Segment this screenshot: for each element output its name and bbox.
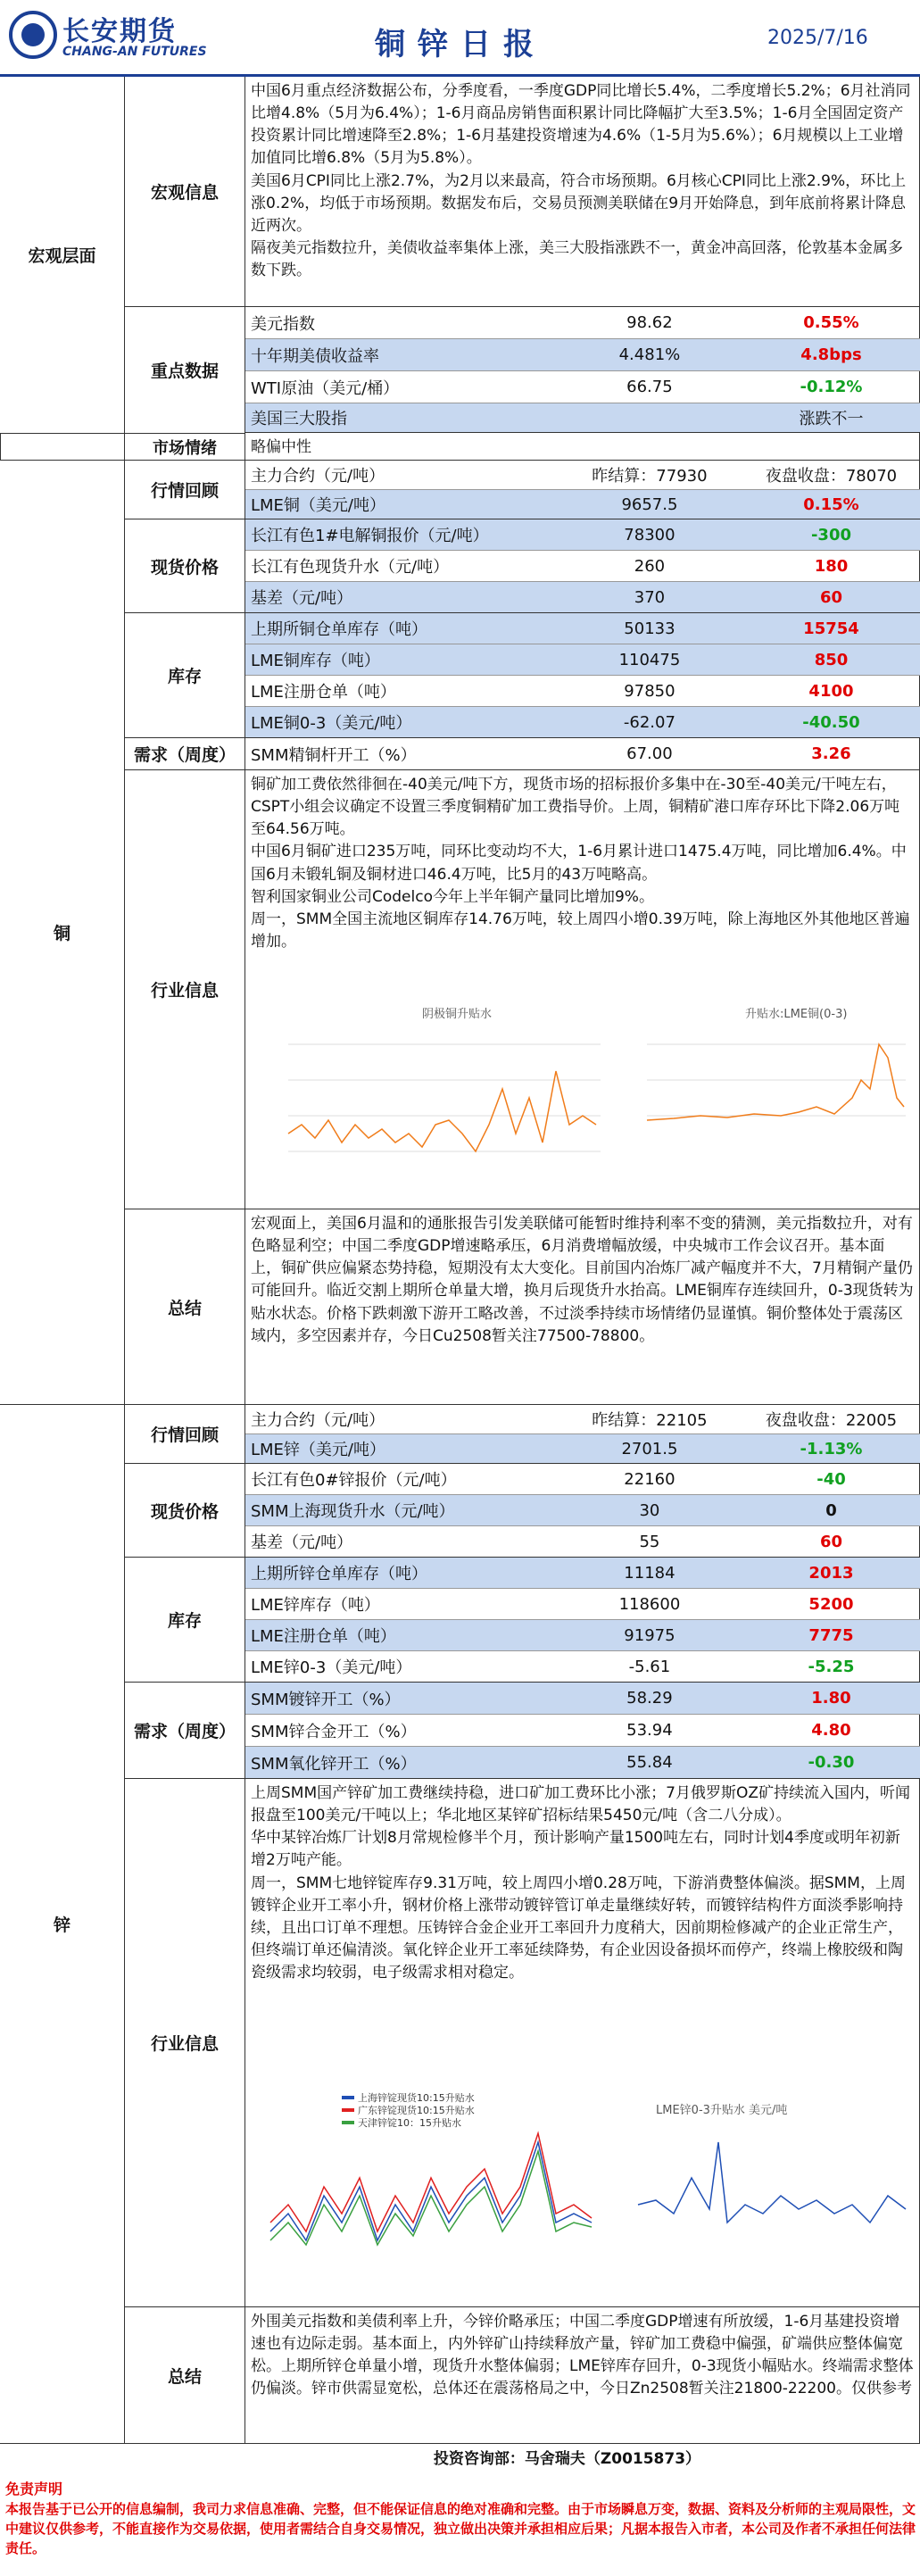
row-name: LME铜0-3（美元/吨） bbox=[251, 714, 412, 733]
row-change: 0.15% bbox=[803, 494, 859, 514]
logo-en: CHANG-AN FUTURES bbox=[62, 45, 207, 59]
row-name: SMM氧化锌开工（%） bbox=[251, 1754, 417, 1774]
row-value: 78300 bbox=[624, 525, 675, 544]
cu-demand-label: 需求（周度） bbox=[125, 738, 245, 770]
disclaimer-title: 免责声明 bbox=[5, 2480, 63, 2497]
cu-review-label: 行情回顾 bbox=[125, 461, 245, 519]
row-name: SMM锌合金开工（%） bbox=[251, 1722, 417, 1741]
company-logo-icon bbox=[9, 11, 57, 59]
macro-key-label: 重点数据 bbox=[125, 307, 245, 434]
row-value: 50133 bbox=[624, 619, 675, 638]
report-title: 铜锌日报 bbox=[375, 27, 546, 62]
zn-industry-label: 行业信息 bbox=[125, 1779, 245, 2307]
key-name: 美国三大股指 bbox=[251, 410, 347, 428]
row-name: LME注册仓单（吨） bbox=[251, 683, 396, 702]
row-value: 110475 bbox=[618, 650, 681, 669]
row-name: 基差（元/吨） bbox=[251, 1533, 353, 1552]
row-change: 1.80 bbox=[811, 1689, 851, 1708]
zn-stock-row bbox=[245, 1558, 920, 1589]
zn-spot-row bbox=[245, 1495, 920, 1526]
zn-review-label: 行情回顾 bbox=[125, 1405, 245, 1464]
zn-review-row bbox=[245, 1434, 920, 1464]
zn-stock-label: 库存 bbox=[125, 1558, 245, 1683]
key-row bbox=[245, 339, 920, 371]
row-change: 15754 bbox=[803, 619, 859, 638]
mood-label: 市场情绪 bbox=[125, 434, 245, 461]
cu-chart-2 bbox=[620, 991, 915, 1205]
cu-industry-p1: 铜矿加工费依然徘徊在-40美元/吨下方，现货市场的招标报价多集中在-30至-40美元/干吨左右，CSPT小组会议确定不设置三季度铜精矿加工费指导价。上周，铜精矿港口库存环比下降2.06万吨至64.56万吨。 bbox=[251, 776, 900, 839]
section-copper: 铜 bbox=[0, 461, 125, 1405]
row-value: 11184 bbox=[624, 1563, 675, 1583]
zn-spot-row bbox=[245, 1464, 920, 1495]
row-name: LME铜库存（吨） bbox=[251, 652, 380, 670]
legend-swatch bbox=[342, 2121, 354, 2124]
row-change: -0.30 bbox=[808, 1753, 855, 1772]
chart-title: LME锌0-3升贴水 美元/吨 bbox=[656, 2104, 788, 2117]
row-value: 昨结算：77930 bbox=[592, 467, 708, 486]
zn-industry-p2: 华中某锌冶炼厂计划8月常规检修半个月，预计影响产量1500吨左右，同时计划4季度或明年初新增2万吨产能。 bbox=[251, 1829, 900, 1870]
row-value: 昨结算：22105 bbox=[592, 1411, 708, 1430]
row-value: 58.29 bbox=[626, 1689, 673, 1708]
row-change: 夜盘收盘：78070 bbox=[765, 467, 898, 486]
zn-demand-row bbox=[245, 1715, 920, 1747]
row-change: 2013 bbox=[808, 1563, 854, 1583]
zn-chart-1-svg bbox=[253, 2089, 609, 2303]
row-value: 55 bbox=[639, 1532, 660, 1551]
cu-summary-label: 总结 bbox=[125, 1209, 245, 1405]
row-name: 主力合约（元/吨） bbox=[251, 467, 385, 486]
row-change: -300 bbox=[810, 525, 851, 544]
macro-info-p3: 隔夜美元指数拉升，美债收益率集体上涨，美三大股指涨跌不一，黄金冲高回落，伦敦基本金属多数下跌。 bbox=[251, 239, 903, 280]
zn-stock-row bbox=[245, 1589, 920, 1620]
row-name: 基差（元/吨） bbox=[251, 589, 353, 608]
mood-text: 略偏中性 bbox=[245, 434, 920, 461]
row-change: 4100 bbox=[808, 681, 854, 701]
row-name: 长江有色0#锌报价（元/吨） bbox=[251, 1471, 457, 1490]
zn-summary-text: 外围美元指数和美债利率上升，今锌价略承压；中国二季度GDP增速有所放缓，1-6月基建投资增速也有边际走弱。基本面上，内外锌矿山持续释放产量，锌矿加工费稳中偏强，矿端供应整体偏宽松。上期所锌仓单量小增，现货升水整体偏弱；LME锌库存回升，0-3现货小幅贴水。终端需求整体仍偏淡。锌市供需显宽松，总体还在震荡格局之中，今日Zn2508暂关注21800-22200。仅供参考 bbox=[245, 2307, 920, 2444]
zn-industry-p3: 周一，SMM七地锌锭库存9.31万吨，较上周四小增0.28万吨，下游消费整体偏淡。据SMM，上周镀锌企业开工率小升，钢材价格上涨带动镀锌管订单走量继续好转，而镀锌结构件方面淡季影响持续，且出口订单不理想。压铸锌合金企业开工率回升力度稍大，因前期检修减产的企业正常生产，但终端订单还偏清淡。氧化锌企业开工率延续降势，有企业因设备损坏而停产，终端上橡胶级和陶瓷级需求均较弱，电子级需求相对稳定。 bbox=[251, 1874, 906, 1982]
macro-info-p2: 美国6月CPI同比上涨2.7%，为2月以来最高，符合市场预期。6月核心CPI同比上涨2.9%，环比上涨0.2%，均低于市场预期。数据发布后，交易员预测美联储在9月开始降息，到年底前将累计降息近两次。 bbox=[251, 171, 907, 235]
legend-label: 上海锌锭现货10:15升贴水 bbox=[358, 2092, 475, 2104]
row-name: LME锌0-3（美元/吨） bbox=[251, 1658, 412, 1677]
row-name: SMM上海现货升水（元/吨） bbox=[251, 1502, 455, 1521]
zn-spot-label: 现货价格 bbox=[125, 1464, 245, 1558]
row-change: 3.26 bbox=[811, 744, 851, 763]
key-name: WTI原油（美元/桶） bbox=[251, 378, 400, 398]
row-value: 55.84 bbox=[626, 1753, 673, 1772]
cu-summary-text: 宏观面上，美国6月温和的通胀报告引发美联储可能暂时维持利率不变的猜测，美元指数拉升，对有色略显利空；中国二季度GDP增速略承压，6月消费增幅放缓，中央城市工作会议召开。基本面上，铜矿供应偏紧态势持稳，短期没有太大变化。目前国内冶炼厂减产幅度并不大，7月精铜产量仍可能回升。临近交割上期所仓单量大增，换月后现货升水抬高。LME铜库存连续回升，0-3现货转为贴水状态。价格下跌刺激下游开工略改善，不过淡季持续市场情绪仍显谨慎。铜价整体处于震荡区域内，多空因素并存，今日Cu2508暂关注77500-78800。 bbox=[245, 1209, 920, 1405]
row-change: 5200 bbox=[808, 1594, 854, 1614]
cu-stock-row bbox=[245, 707, 920, 738]
cu-review-row bbox=[245, 461, 920, 490]
zn-chart-2-svg bbox=[620, 2089, 915, 2303]
cu-chart-1-line bbox=[288, 1071, 596, 1151]
contact-info: 投资咨询部：马舍瑞夫（Z0015873） bbox=[433, 2450, 701, 2468]
row-name: LME锌（美元/吨） bbox=[251, 1441, 385, 1459]
cu-spot-label: 现货价格 bbox=[125, 519, 245, 613]
zn-stock-row bbox=[245, 1620, 920, 1651]
row-value: 91975 bbox=[624, 1625, 675, 1645]
row-value: 260 bbox=[634, 556, 666, 576]
macro-info-text bbox=[245, 77, 920, 307]
chart-title: 阴极铜升贴水 bbox=[422, 1008, 493, 1021]
row-name: SMM镀锌开工（%） bbox=[251, 1690, 401, 1709]
cu-spot-row bbox=[245, 551, 920, 582]
cu-industry-p2: 中国6月铜矿进口235万吨，同环比变动均不大，1-6月累计进口1475.4万吨，同比增加6.4%。中国6月未锻轧铜及铜材进口46.4万吨，比5月的43万吨略高。 bbox=[251, 843, 907, 884]
row-value: 67.00 bbox=[626, 744, 673, 763]
row-change: 180 bbox=[814, 556, 849, 576]
row-name: 主力合约（元/吨） bbox=[251, 1411, 385, 1430]
cu-chart-2-svg bbox=[620, 991, 915, 1205]
macro-info-p1: 中国6月重点经济数据公布，分季度看，一季度GDP同比增长5.4%，二季度增长5.2%；6月社消同比增4.8%（5月为6.4%）；1-6月商品房销售面积累计同比降幅扩大至3.5%；1-6月全国固定资产投资累计同比增速降至2.8%；1-6月基建投资增速为4.6%（1-5月为5.6%）；6月规模以上工业增加值同比增6.8%（5月为5.8%）。 bbox=[251, 82, 911, 168]
cu-demand-row bbox=[245, 738, 920, 770]
cu-stock-row bbox=[245, 676, 920, 707]
row-change: -1.13% bbox=[800, 1439, 863, 1458]
row-change: 850 bbox=[814, 650, 849, 669]
zn-review-row bbox=[245, 1405, 920, 1434]
row-change: 60 bbox=[819, 1532, 843, 1551]
cu-chart-2-line bbox=[647, 1044, 904, 1120]
cu-industry-p4: 周一，SMM全国主流地区铜库存14.76万吨，较上周四小增0.39万吨，除上海地区外其他地区普遍增加。 bbox=[251, 910, 910, 951]
cu-stock-row bbox=[245, 644, 920, 676]
row-value: 2701.5 bbox=[621, 1439, 678, 1458]
cu-stock-row bbox=[245, 613, 920, 644]
zn-demand-row bbox=[245, 1747, 920, 1779]
row-value: 22160 bbox=[624, 1469, 675, 1489]
row-value: -5.61 bbox=[628, 1657, 671, 1676]
row-name: 上期所铜仓单库存（吨） bbox=[251, 620, 427, 639]
key-value: 98.62 bbox=[626, 313, 673, 332]
zn-demand-row bbox=[245, 1683, 920, 1715]
row-value: 9657.5 bbox=[621, 494, 678, 514]
legend-label: 天津锌锭10：15升贴水 bbox=[358, 2117, 461, 2129]
row-name: SMM精铜杆开工（%） bbox=[251, 745, 417, 765]
key-change: 4.8bps bbox=[800, 345, 862, 364]
cu-chart-1 bbox=[253, 991, 609, 1205]
row-value: 118600 bbox=[618, 1594, 681, 1614]
report-header bbox=[0, 0, 920, 77]
key-row bbox=[245, 371, 920, 403]
chart-title: 升贴水:LME铜(0-3) bbox=[745, 1008, 848, 1021]
row-change: 4.80 bbox=[811, 1721, 851, 1740]
key-row bbox=[245, 307, 920, 339]
row-value: 53.94 bbox=[626, 1721, 673, 1740]
key-value bbox=[557, 403, 742, 432]
row-name: 长江有色现货升水（元/吨） bbox=[251, 558, 450, 577]
section-zinc: 锌 bbox=[0, 1405, 125, 2444]
row-name: LME锌库存（吨） bbox=[251, 1596, 380, 1615]
key-change: 0.55% bbox=[803, 313, 859, 332]
key-name: 美元指数 bbox=[251, 314, 315, 334]
zn-chart-2 bbox=[620, 2089, 915, 2303]
key-value: 4.481% bbox=[618, 345, 681, 364]
zn-demand-label: 需求（周度） bbox=[125, 1683, 245, 1779]
row-value: 30 bbox=[639, 1500, 660, 1520]
logo-cn: 长安期货 bbox=[62, 16, 177, 47]
cu-chart-1-svg bbox=[253, 991, 609, 1205]
macro-info-label: 宏观信息 bbox=[125, 77, 245, 307]
row-name: LME注册仓单（吨） bbox=[251, 1627, 396, 1646]
row-change: -40 bbox=[816, 1469, 846, 1489]
cu-spot-row bbox=[245, 582, 920, 613]
cu-stock-label: 库存 bbox=[125, 613, 245, 738]
row-name: 长江有色1#电解铜报价（元/吨） bbox=[251, 527, 489, 545]
row-name: 上期所锌仓单库存（吨） bbox=[251, 1565, 427, 1583]
key-change: 涨跌不一 bbox=[799, 410, 864, 428]
row-change: 60 bbox=[819, 587, 843, 607]
cu-industry-p3: 智利国家铜业公司Codelco今年上半年铜产量同比增加9%。 bbox=[251, 887, 654, 906]
zn-stock-row bbox=[245, 1651, 920, 1683]
key-value: 66.75 bbox=[626, 378, 673, 396]
row-change: -5.25 bbox=[808, 1657, 855, 1676]
zn-chart-1 bbox=[253, 2089, 609, 2303]
legend-label: 广东锌锭现货10:15升贴水 bbox=[358, 2105, 475, 2116]
row-change: -40.50 bbox=[802, 712, 860, 732]
key-name: 十年期美债收益率 bbox=[251, 346, 379, 366]
row-value: -62.07 bbox=[623, 712, 675, 732]
zn-chart-2-line bbox=[638, 2142, 906, 2223]
cu-review-row bbox=[245, 490, 920, 519]
disclaimer-text: 本报告基于已公开的信息编制，我司力求信息准确、完整，但不能保证信息的绝对准确和完整。由于市场瞬息万变，数据、资料及分析师的主观局限性，文中建议仅供参考，不能直接作为交易依据，使用者需结合自身交易情况，独立做出决策并承担相应后果；凡据本报告入市者，本公司及作者不承担任何法律责任。 bbox=[5, 2501, 916, 2557]
key-row bbox=[245, 403, 920, 433]
zn-spot-row bbox=[245, 1526, 920, 1558]
row-change: 0 bbox=[825, 1500, 837, 1520]
row-change: 夜盘收盘：22005 bbox=[765, 1411, 898, 1430]
legend-swatch bbox=[342, 2096, 354, 2099]
legend-swatch bbox=[342, 2108, 354, 2112]
section-macro-gap bbox=[0, 434, 125, 461]
row-value: 97850 bbox=[624, 681, 675, 701]
report-date: 2025/7/16 bbox=[767, 27, 868, 49]
cu-industry-label: 行业信息 bbox=[125, 770, 245, 1209]
row-name: LME铜（美元/吨） bbox=[251, 496, 385, 515]
cu-spot-row bbox=[245, 519, 920, 551]
row-value: 370 bbox=[634, 587, 666, 607]
zn-summary-label: 总结 bbox=[125, 2307, 245, 2444]
zn-industry-p1: 上周SMM国产锌矿加工费继续持稳，进口矿加工费环比小涨；7月俄罗斯OZ矿持续流入国内，听闻报盘至100美元/干吨以上；华北地区某锌矿招标结果5450元/吨（含二八分成）。 bbox=[251, 1784, 910, 1825]
row-change: 7775 bbox=[808, 1625, 854, 1645]
section-macro: 宏观层面 bbox=[0, 77, 125, 434]
key-change: -0.12% bbox=[800, 378, 863, 396]
